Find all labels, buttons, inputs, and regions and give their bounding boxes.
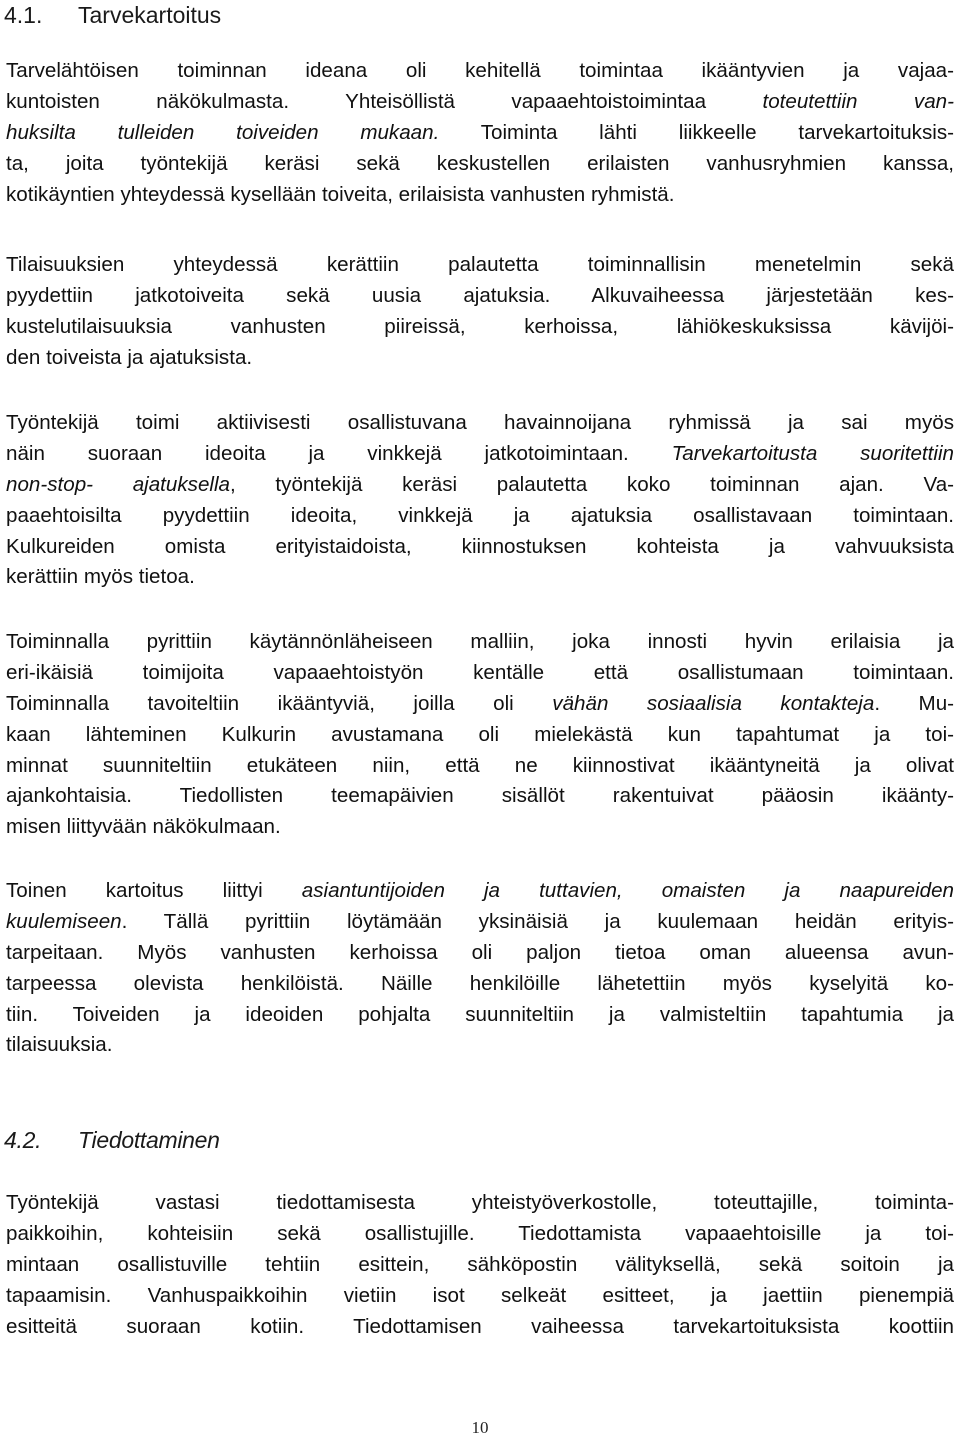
text-line: misen liittyvään näkökulmaan. — [6, 815, 281, 839]
text-line: kaan lähteminen Kulkurin avustamana oli mielekästä kun tapahtumat ja toi- — [6, 722, 954, 746]
text-line — [6, 907, 954, 938]
section-heading-tiedottaminen — [4, 1125, 220, 1155]
text-line: kustelutilaisuuksia vanhusten piireissä, kerhoissa, lähiökeskuksissa kävijöi- — [6, 314, 954, 338]
text-line — [6, 470, 954, 501]
text-run: Toinen kartoitus liittyi — [6, 879, 302, 902]
text-line: paaehtoisilta pyydettiin ideoita, vinkkejä ja ajatuksia osallistavaan toimintaan. — [6, 503, 954, 527]
text-run: , työntekijä keräsi palautetta koko toiminnan ajan. Va- — [230, 472, 954, 496]
text-line: minnat suunniteltiin etukäteen niin, että ne kiinnostivat ikääntyneitä ja olivat — [6, 753, 954, 777]
text-line: Toiminnalla pyrittiin käytännönläheiseen malliin, joka innosti hyvin erilaisia ja — [6, 630, 954, 653]
text-line: kotikäyntien yhteydessä kysellään toiveita, erilaisista vanhusten ryhmistä. — [6, 182, 675, 206]
emphasized-text: Tarvekartoitusta suoritettiin — [671, 441, 954, 465]
paragraph-tiedottaminen — [6, 1188, 954, 1342]
text-run: . Tällä pyrittiin löytämään yksinäisiä ja kuulemaan heidän erityis- — [121, 909, 954, 933]
text-line: Kulkureiden omista erityistaidoista, kiinnostuksen kohteista ja vahvuuksista — [6, 534, 954, 558]
text-line: ta, joita työntekijä keräsi sekä keskustellen erilaisten vanhusryhmien kanssa, — [6, 151, 954, 175]
emphasized-text: kuulemiseen — [6, 909, 122, 933]
text-line: eri-ikäisiä toimijoita vapaaehtoistyön kentälle että osallistumaan toimintaan. — [6, 660, 954, 684]
section-heading-tarvekartoitus — [4, 0, 221, 30]
text-line: ajankohtaisia. Tiedollisten teemapäivien sisällöt rakentuivat pääosin ikäänty- — [6, 784, 954, 808]
section-title: Tarvekartoitus — [78, 2, 222, 28]
paragraph-tilaisuuksien-palaute — [6, 250, 954, 374]
paragraph-tarvelahtoinen-toiminta — [6, 56, 954, 210]
text-line — [6, 87, 954, 118]
text-line: Työntekijä toimi aktiivisesti osallistuvana havainnoijana ryhmissä ja sai myös — [6, 411, 954, 434]
paragraph-havainnointi — [6, 408, 954, 593]
emphasized-text: asiantuntijoiden ja tuttavien, omaisten ja naapureiden — [301, 879, 954, 902]
text-run: näin suoraan ideoita ja vinkkejä jatkotoimintaan. — [6, 441, 672, 465]
text-line: tilaisuuksia. — [6, 1033, 113, 1057]
text-line: den toiveista ja ajatuksista. — [6, 345, 253, 369]
emphasized-text: toteutettiin van- — [762, 89, 954, 113]
text-line: tarpeessa olevista henkilöistä. Näille henkilöille lähetettiin myös kyselyitä ko- — [6, 971, 954, 995]
text-line: pyydettiin jatkotoiveita sekä uusia ajatuksia. Alkuvaiheessa järjestetään kes- — [6, 283, 954, 307]
emphasized-text: huksilta tulleiden toiveiden mukaan. — [6, 120, 440, 144]
text-line: Tilaisuuksien yhteydessä kerättiin palautetta toiminnallisin menetelmin sekä — [6, 253, 954, 276]
text-line: Työntekijä vastasi tiedottamisesta yhteistyöverkostolle, toteuttajille, toiminta- — [6, 1191, 954, 1214]
section-title: Tiedottaminen — [78, 1127, 220, 1153]
text-line: paikkoihin, kohteisiin sekä osallistujille. Tiedottamista vapaaehtoisille ja toi- — [6, 1221, 954, 1245]
text-line: mintaan osallistuville tehtiin esittein, sähköpostin välityksellä, sekä soitoin ja — [6, 1252, 954, 1276]
emphasized-text: vähän sosiaalisia kontakteja — [552, 691, 875, 715]
text-line — [6, 118, 954, 149]
text-run: Toiminnalla tavoiteltiin ikääntyviä, joilla oli — [6, 691, 553, 715]
text-line: esitteitä suoraan kotiin. Tiedottamisen vaiheessa tarvekartoituksista koottiin — [6, 1314, 954, 1338]
text-run: kuntoisten näkökulmasta. Yhteisöllistä vapaaehtoistoimintaa — [6, 89, 763, 113]
text-line: tarpeitaan. Myös vanhusten kerhoissa oli paljon tietoa oman alueensa avun- — [6, 940, 954, 964]
text-run: Toiminta lähti liikkeelle tarvekartoituksis- — [439, 120, 954, 144]
text-run: . Mu- — [874, 691, 954, 715]
paragraph-toinen-kartoitus — [6, 876, 954, 1061]
text-line: tiin. Toiveiden ja ideoiden pohjalta suunniteltiin ja valmisteltiin tapahtumia ja — [6, 1002, 954, 1026]
text-line: kerättiin myös tietoa. — [6, 565, 195, 589]
text-line — [6, 439, 954, 470]
paragraph-kaytannonlaheinen-malli — [6, 627, 954, 843]
text-line — [6, 689, 954, 720]
text-line: Tarvelähtöisen toiminnan ideana oli kehitellä toimintaa ikääntyvien ja vajaa- — [6, 59, 954, 82]
emphasized-text: non-stop- ajatuksella — [6, 472, 231, 496]
section-number: 4.2. — [4, 1127, 42, 1153]
page-number: 10 — [471, 1418, 489, 1437]
text-line — [6, 876, 954, 907]
section-number: 4.1. — [4, 2, 43, 28]
text-line: tapaamisin. Vanhuspaikkoihin vietiin isot selkeät esitteet, ja jaettiin pienempiä — [6, 1283, 954, 1307]
